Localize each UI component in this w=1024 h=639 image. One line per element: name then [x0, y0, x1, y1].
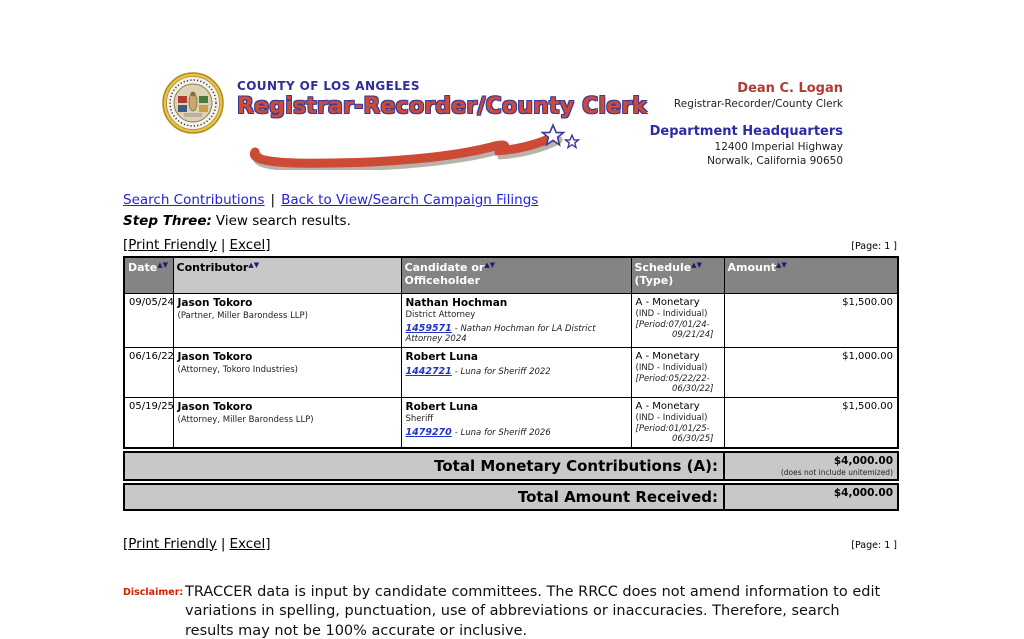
la-county-seal-icon [162, 72, 224, 138]
candidate-cell [401, 347, 631, 397]
period-line1: [Period:07/01/24- [635, 319, 710, 330]
sort-desc-icon[interactable]: ▼ [696, 261, 702, 269]
disclaimer-text: TRACCER data is input by candidate committees. The RRCC does not amend information to edit variations in spelling, punctuation, use of abbreviations or inaccuracies. Therefore, search results may not be 100% accurate or inclusive. [185, 583, 881, 639]
contributor-name: Jason Tokoro [177, 400, 253, 413]
address-line-2: Norwalk, California 90650 [707, 155, 843, 167]
contribution-amount: $1,500.00 [724, 397, 898, 448]
sort-asc-icon[interactable]: ▲ [775, 261, 782, 269]
table-row [124, 397, 898, 448]
total-monetary-row [123, 451, 899, 481]
total-received-amount-cell [724, 484, 898, 510]
total-received-row [123, 483, 899, 511]
contribution-amount: $1,500.00 [724, 293, 898, 347]
total-monetary-amount-cell [724, 452, 898, 480]
print-friendly-link[interactable]: Print Friendly [128, 237, 217, 253]
bracket-open: [ [123, 535, 129, 552]
bracket-close: ] [265, 535, 271, 552]
sort-icons[interactable] [776, 261, 787, 274]
total-monetary-amount: $4,000.00 [833, 454, 893, 467]
contributor-type: (IND - Individual) [635, 362, 708, 373]
filing-id-link[interactable]: 1442721 [405, 365, 452, 377]
column-header-schedule[interactable]: Schedule▲▼ (Type) [631, 257, 724, 293]
candidate-name: Robert Luna [405, 350, 479, 363]
sort-desc-icon[interactable]: ▼ [489, 261, 496, 269]
county-name-text: COUNTY OF LOS ANGELES [237, 79, 420, 93]
candidate-name: Nathan Hochman [405, 296, 508, 309]
column-header-date[interactable]: Date▲▼ [124, 257, 173, 293]
total-monetary-label: Total Monetary Contributions (A): [124, 452, 724, 480]
period-line1: [Period:01/01/25- [635, 423, 710, 434]
candidate-cell [401, 397, 631, 448]
excel-link[interactable]: Excel [229, 237, 266, 253]
filing-id-link[interactable]: 1479270 [405, 426, 452, 438]
step-indicator [123, 213, 897, 229]
sort-icons[interactable] [248, 261, 259, 274]
contribution-date: 09/05/24 [124, 293, 173, 347]
column-header-contributor[interactable]: Contributor▲▼ [173, 257, 401, 293]
print-friendly-link[interactable]: Print Friendly [128, 535, 217, 552]
contributor-type: (IND - Individual) [635, 308, 708, 319]
total-monetary-note: (does not include unitemized) [780, 467, 893, 477]
schedule-type: A - Monetary [635, 350, 700, 362]
sort-asc-icon[interactable]: ▲ [157, 261, 163, 269]
sort-desc-icon[interactable]: ▼ [162, 261, 169, 269]
address-line-1: 12400 Imperial Highway [714, 141, 843, 153]
export-toolbar-top [123, 237, 897, 253]
total-received-amount: $4,000.00 [833, 486, 893, 499]
contribution-date: 06/16/22 [124, 347, 173, 397]
department-name-text: Registrar-Recorder/County Clerk [237, 94, 648, 119]
export-toolbar-bottom [123, 536, 897, 552]
toolbar-separator: | [220, 535, 226, 552]
table-row [124, 347, 898, 397]
schedule-type: A - Monetary [635, 296, 700, 308]
schedule-cell [631, 293, 724, 347]
candidate-name: Robert Luna [405, 400, 479, 413]
table-header-row [124, 257, 898, 293]
period-line1: [Period:05/22/22- [635, 373, 710, 384]
page-indicator-bottom: [Page: 1 ] [851, 539, 897, 551]
column-header-amount[interactable]: Amount▲▼ [724, 257, 898, 293]
total-received-label: Total Amount Received: [124, 484, 724, 510]
table-row [124, 293, 898, 347]
contribution-date: 05/19/25 [124, 397, 173, 448]
back-to-search-filings-link[interactable]: Back to View/Search Campaign Filings [281, 192, 539, 208]
sort-asc-icon[interactable]: ▲ [484, 261, 490, 269]
excel-link[interactable]: Excel [229, 535, 266, 552]
bracket-open: [ [123, 237, 129, 253]
search-contributions-link[interactable]: Search Contributions [123, 192, 265, 208]
official-info-block [650, 81, 843, 167]
candidate-office: Sheriff [405, 413, 434, 424]
contributor-cell [173, 397, 401, 448]
page-indicator-top: [Page: 1 ] [851, 241, 897, 252]
contribution-amount: $1,000.00 [724, 347, 898, 397]
column-header-candidate[interactable]: Candidate or▲▼ Officeholder [401, 257, 631, 293]
filing-id-link[interactable]: 1459571 [405, 322, 452, 334]
contributor-cell [173, 293, 401, 347]
period-line2: 09/21/24] [672, 329, 714, 340]
bracket-close: ] [265, 237, 271, 253]
step-label: Step Three: [123, 213, 212, 229]
contributions-results-table [123, 256, 899, 449]
step-text: View search results. [215, 213, 351, 229]
sort-icons[interactable] [691, 261, 702, 274]
toolbar-separator: | [220, 237, 226, 253]
official-name: Dean C. Logan [737, 81, 843, 96]
disclaimer-label: Disclaimer: [123, 586, 184, 598]
sort-desc-icon[interactable]: ▼ [253, 261, 260, 269]
contributor-detail: (Attorney, Miller Barondess LLP) [177, 414, 314, 425]
period-line2: 06/30/22] [672, 383, 714, 394]
breadcrumb-nav [123, 192, 897, 208]
star-icon-small [565, 135, 578, 147]
sort-asc-icon[interactable]: ▲ [691, 261, 697, 269]
candidate-cell [401, 293, 631, 347]
contributor-detail: (Attorney, Tokoro Industries) [177, 364, 298, 375]
disclaimer-section [123, 583, 897, 639]
nav-separator: | [270, 192, 276, 208]
candidate-office: District Attorney [405, 309, 476, 320]
agency-wordmark [237, 79, 647, 119]
contributor-cell [173, 347, 401, 397]
contributor-name: Jason Tokoro [177, 296, 253, 309]
sort-icons[interactable] [484, 261, 495, 274]
official-title: Registrar-Recorder/County Clerk [673, 98, 843, 110]
filing-description: - Luna for Sheriff 2022 [454, 366, 551, 377]
sort-desc-icon[interactable]: ▼ [781, 261, 787, 269]
sort-icons[interactable] [157, 261, 168, 274]
schedule-type: A - Monetary [635, 400, 700, 412]
schedule-cell [631, 397, 724, 448]
main-content [123, 192, 897, 639]
filing-description: - Nathan Hochman for LA District Attorney 2024 [405, 323, 596, 344]
period-line2: 06/30/25] [672, 433, 714, 444]
contributor-type: (IND - Individual) [635, 412, 708, 423]
filing-description: - Luna for Sheriff 2026 [454, 427, 551, 438]
swoosh-graphic [237, 122, 582, 174]
schedule-cell [631, 347, 724, 397]
department-headquarters-label: Department Headquarters [649, 124, 843, 139]
contributor-name: Jason Tokoro [177, 350, 253, 363]
contributor-detail: (Partner, Miller Barondess LLP) [177, 310, 308, 321]
sort-asc-icon[interactable]: ▲ [248, 261, 254, 269]
